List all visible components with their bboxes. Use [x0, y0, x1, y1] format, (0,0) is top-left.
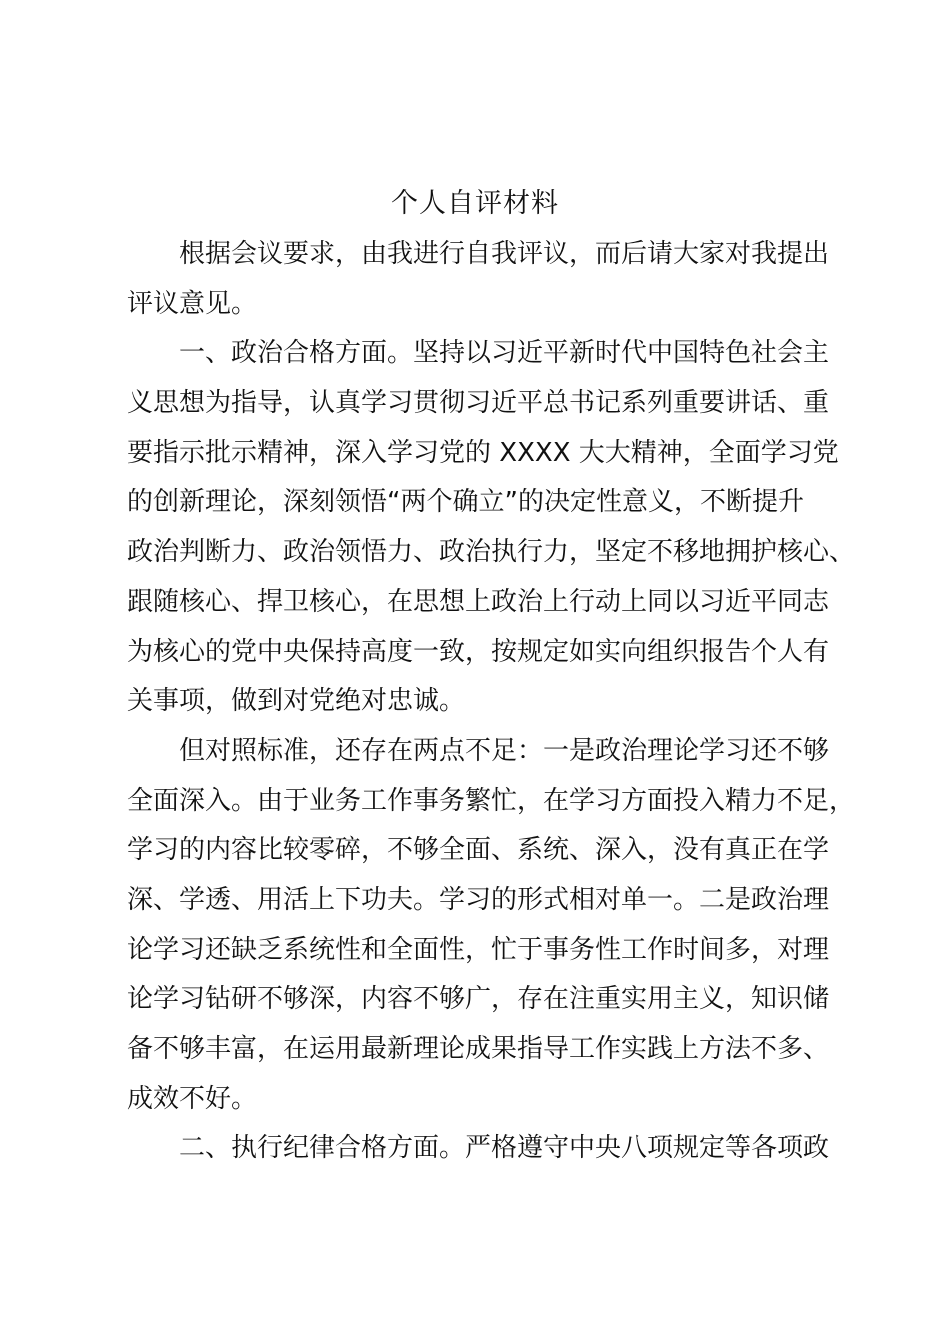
- paragraph-line: 但对照标准，还存在两点不足：一是政治理论学习还不够: [179, 735, 830, 766]
- paragraph-line: 成效不好。: [127, 1083, 258, 1114]
- paragraph-intro: [127, 230, 847, 329]
- paragraph-line: 一、政治合格方面。坚持以习近平新时代中国特色社会主: [179, 338, 830, 369]
- paragraph-line: 深、学透、用活上下功夫。学习的形式相对单一。二是政治理: [127, 884, 830, 915]
- paragraph-line: 全面深入。由于业务工作事务繁忙，在学习方面投入精力不足，: [127, 785, 856, 816]
- paragraph-discipline-qualification: [127, 1124, 847, 1174]
- paragraph-line: 论学习还缺乏系统性和全面性，忙于事务性工作时间多，对理: [127, 934, 830, 965]
- paragraph-line: 为核心的党中央保持高度一致，按规定如实向组织报告个人有: [127, 636, 830, 667]
- paragraph-line: 要指示批示精神，深入学习党的 XXXX 大大精神，全面学习党: [127, 437, 839, 468]
- paragraph-line: 义思想为指导，认真学习贯彻习近平总书记系列重要讲话、重: [127, 388, 830, 419]
- paragraph-political-qualification: [127, 329, 856, 727]
- paragraph-line: 学习的内容比较零碎，不够全面、系统、深入，没有真正在学: [127, 835, 830, 866]
- paragraph-line: 备不够丰富，在运用最新理论成果指导工作实践上方法不多、: [127, 1034, 830, 1064]
- paragraph-line: 跟随核心、捍卫核心，在思想上政治上行动上同以习近平同志: [127, 586, 830, 617]
- paragraph-line: 二、执行纪律合格方面。严格遵守中央八项规定等各项政: [179, 1133, 830, 1164]
- document-body: [127, 230, 856, 1174]
- paragraph-line: 的创新理论，深刻领悟“两个确立”的决定性意义，不断提升: [127, 487, 804, 518]
- paragraph-line: 根据会议要求，由我进行自我评议，而后请大家对我提出: [179, 239, 830, 269]
- paragraph-shortcomings: [127, 727, 856, 1125]
- paragraph-line: 关事项，做到对党绝对忠诚。: [127, 686, 466, 717]
- paragraph-line: 评议意见。: [127, 288, 258, 319]
- document-title: 个人自评材料: [391, 188, 559, 219]
- paragraph-line: 论学习钻研不够深，内容不够广，存在注重实用主义，知识储: [127, 984, 830, 1015]
- paragraph-line: 政治判断力、政治领悟力、政治执行力，坚定不移地拥护核心、: [127, 537, 856, 568]
